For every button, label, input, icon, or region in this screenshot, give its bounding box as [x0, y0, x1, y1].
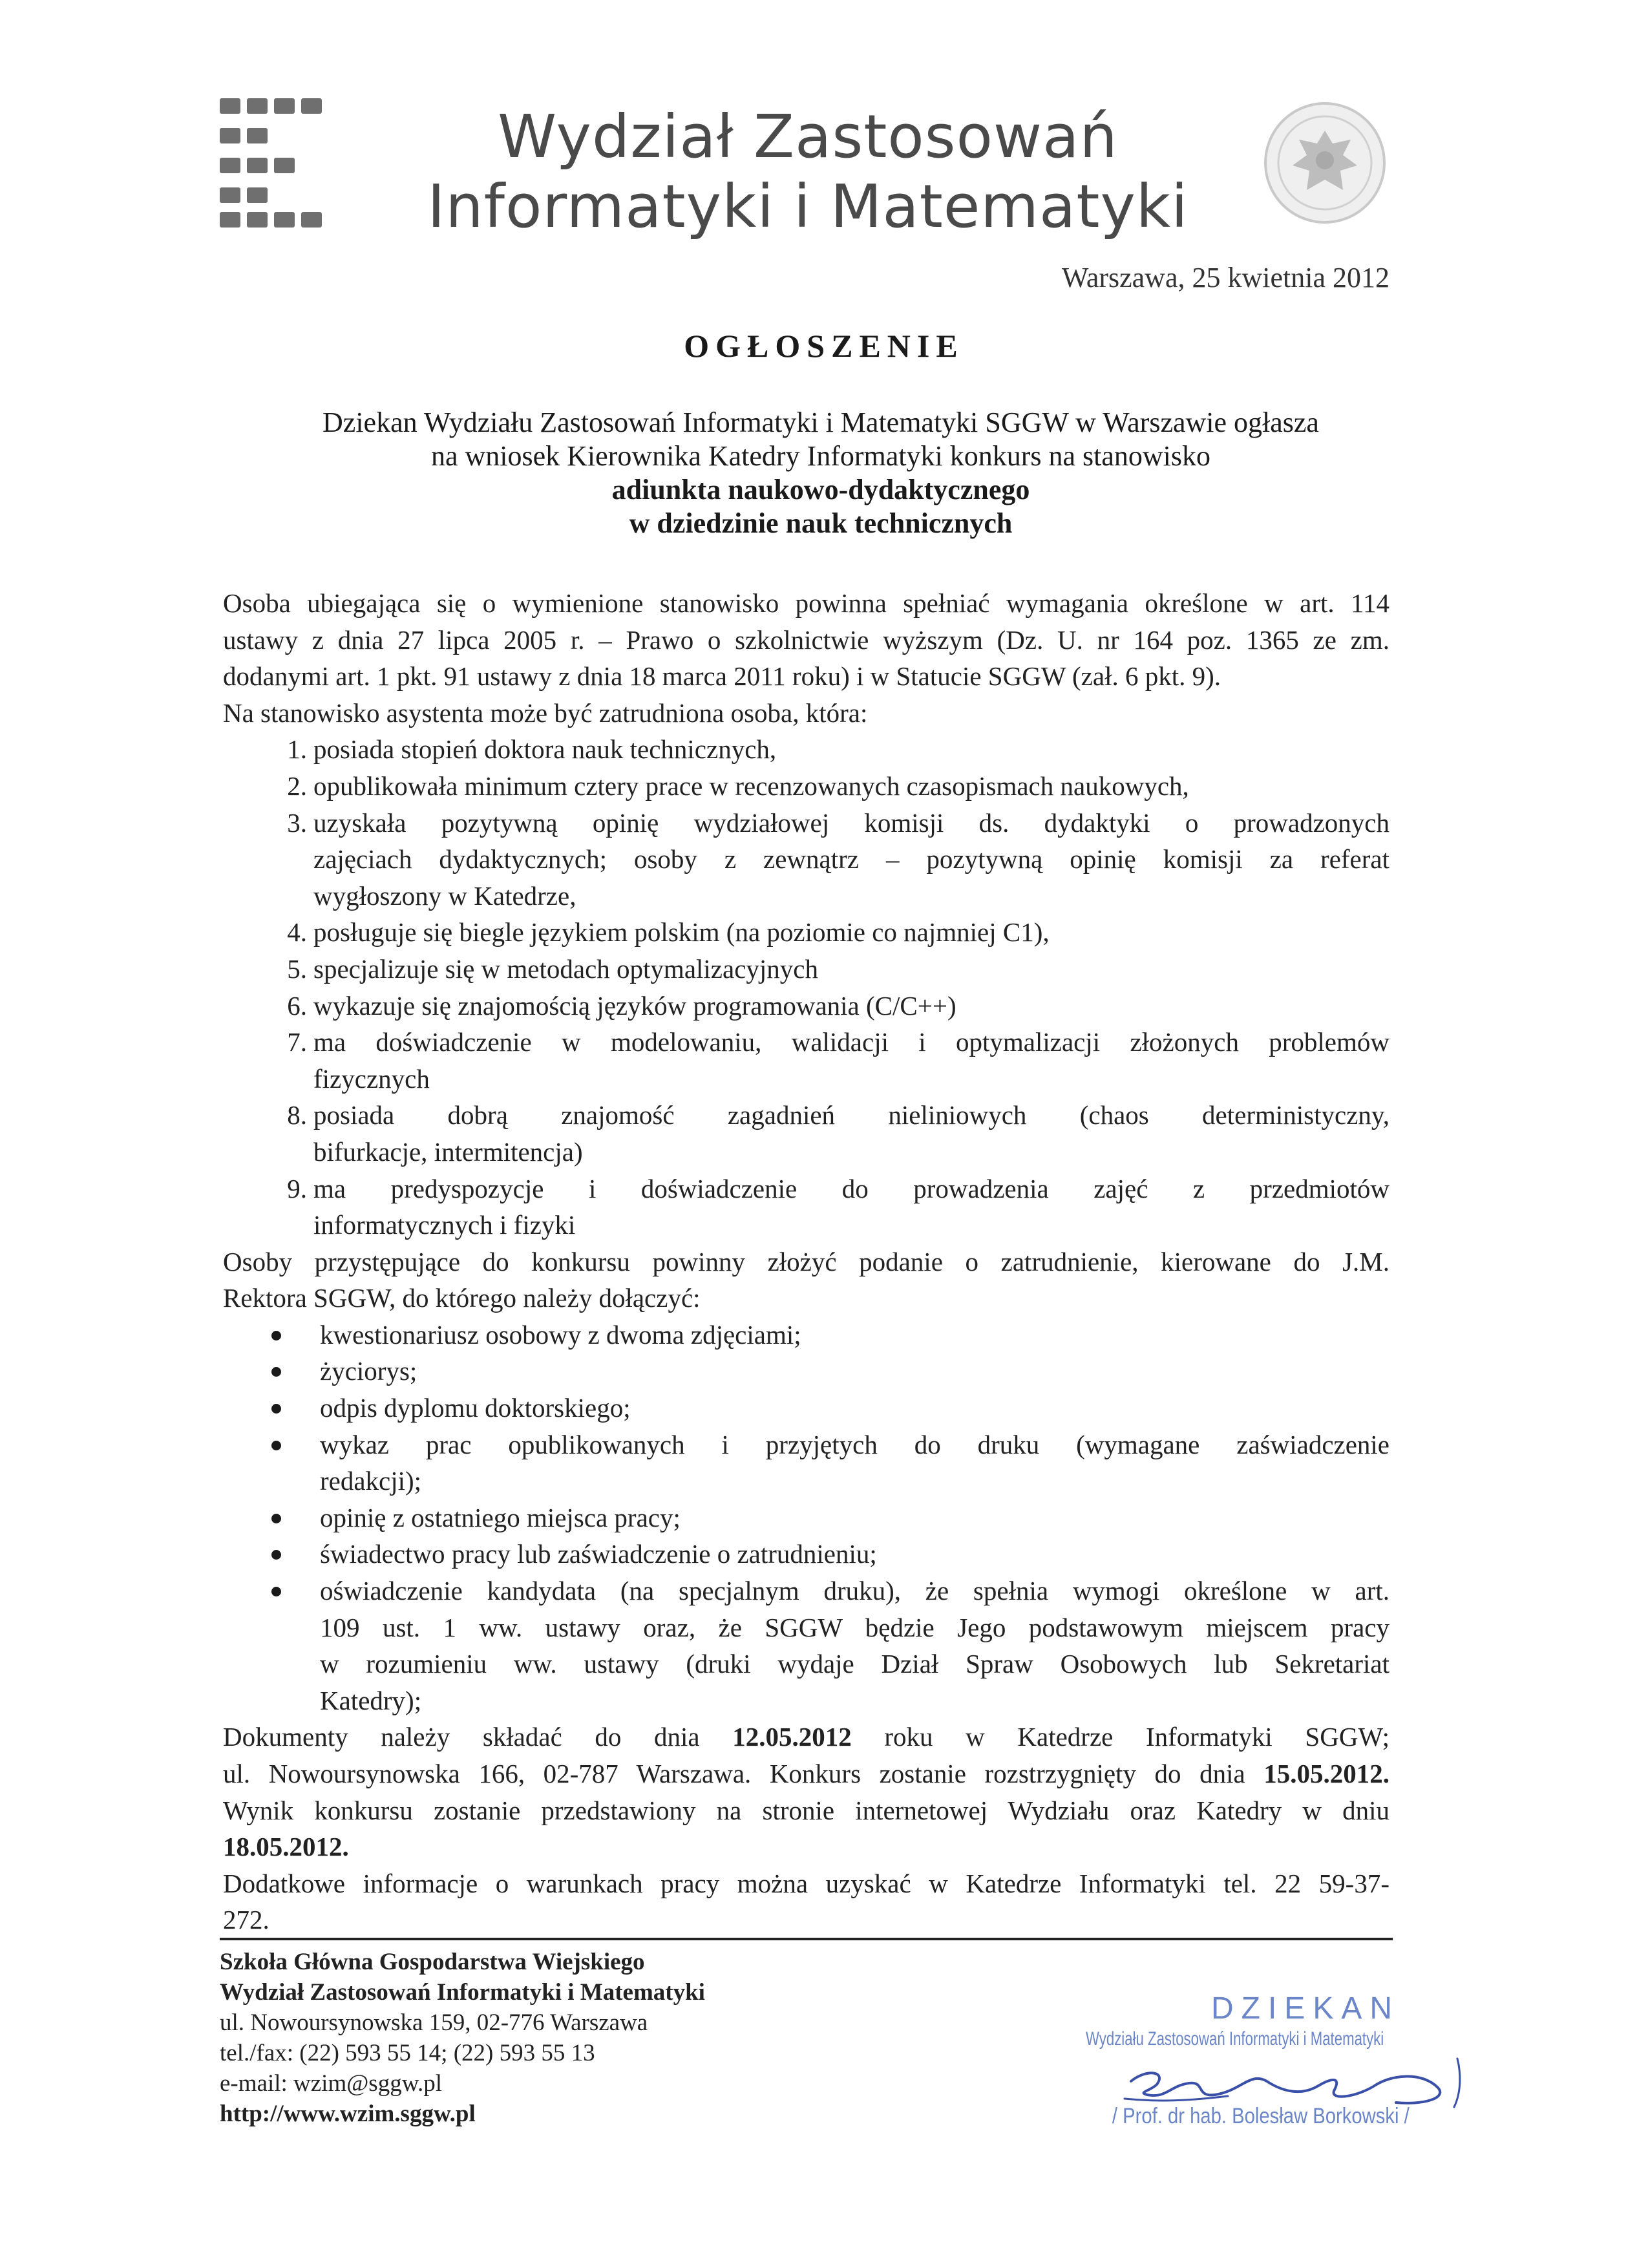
list-item-line: bifurkacje, intermitencja): [313, 1136, 583, 1167]
list-item: [223, 1390, 1389, 1426]
results-date: 18.05.2012.: [223, 1832, 349, 1862]
stamp-unit: Wydziału Zastosowań Informatyki i Matematyki: [1086, 2028, 1384, 2050]
footer-street: ul. Nowoursynowska 159, 02-776 Warszawa: [220, 2009, 648, 2036]
list-item-line: świadectwo pracy lub zaświadczenie o zatrudnieniu;: [320, 1539, 877, 1569]
list-item-line: informatycznych i fizyki: [313, 1210, 576, 1240]
bullet-icon: [271, 1587, 281, 1596]
footer-university: Szkoła Główna Gospodarstwa Wiejskiego: [220, 1949, 645, 1975]
faculty-name: [375, 102, 1241, 242]
deadline-text: Dokumenty należy składać do dnia: [223, 1722, 733, 1752]
list-item-line: opublikowała minimum cztery prace w recenzowanych czasopismach naukowych,: [313, 770, 1189, 801]
list-item-number: 6.: [287, 990, 307, 1021]
list-item: [223, 1573, 1389, 1719]
list-item-line: wykaz prac opublikowanych i przyjętych do druku (wymagane zaświadczenie: [320, 1429, 1389, 1459]
stamp-name: / Prof. dr hab. Bolesław Borkowski /: [1112, 2104, 1410, 2128]
bullet-icon: [271, 1550, 281, 1560]
bullet-icon: [271, 1441, 281, 1450]
list-item-line: kwestionariusz osobowy z dwoma zdjęciami;: [320, 1319, 801, 1350]
faculty-logo: [220, 98, 330, 228]
stamp-title: DZIEKAN: [1210, 1991, 1400, 2026]
list-item-line: fizycznych: [313, 1063, 430, 1094]
contact-line: Dodatkowe informacje o warunkach pracy można uzyskać w Katedrze Informatyki tel. 22 59-37-: [223, 1868, 1389, 1898]
list-item: [223, 1024, 1389, 1097]
list-item-line: 109 ust. 1 ww. ustawy oraz, że SGGW będzie Jego podstawowym miejscem pracy: [320, 1612, 1389, 1642]
deadline-text: roku w Katedrze Informatyki SGGW;: [851, 1722, 1390, 1752]
faculty-name-line2: Informatyki i Matematyki: [427, 172, 1188, 241]
list-item-line: wygłoszony w Katedrze,: [313, 880, 576, 911]
list-item-line: posiada stopień doktora nauk technicznych,: [313, 734, 777, 765]
requirements-paragraph-line: ustawy z dnia 27 lipca 2005 r. – Prawo o szkolnictwie wyższym (Dz. U. nr 164 poz. 1365 ze zm.: [223, 624, 1389, 655]
list-item-number: 9.: [287, 1173, 307, 1203]
bullet-icon: [271, 1331, 281, 1341]
position-field: w dziedzinie nauk technicznych: [629, 507, 1013, 539]
list-item-line: posiada dobrą znajomość zagadnień nieliniowych (chaos deterministyczny,: [313, 1100, 1389, 1130]
requirements-paragraph-line: Osoba ubiegająca się o wymienione stanowisko powinna spełniać wymagania określone w art. 114: [223, 588, 1389, 618]
list-item-line: redakcji);: [320, 1466, 422, 1496]
bullet-icon: [271, 1367, 281, 1377]
footer-address: [220, 1947, 801, 2129]
deadline-line: [223, 1719, 1389, 1755]
intro-line: Dziekan Wydziału Zastosowań Informatyki i Matematyki SGGW w Warszawie ogłasza: [322, 407, 1319, 438]
announcement-body: [223, 585, 1389, 1938]
document-title: OGŁOSZENIE: [684, 328, 964, 364]
list-item-line: odpis dyplomu doktorskiego;: [320, 1393, 631, 1423]
signature-icon: [1086, 2052, 1474, 2110]
list-item-number: 3.: [287, 807, 307, 838]
list-item-number: 1.: [287, 734, 307, 765]
deadline-line: [223, 1755, 1389, 1792]
submission-date: 12.05.2012: [732, 1722, 852, 1752]
list-item: [223, 805, 1389, 915]
requirements-lead: Na stanowisko asystenta może być zatrudniona osoba, która:: [223, 697, 868, 728]
list-item: [223, 731, 1389, 768]
list-item: [223, 768, 1389, 805]
list-item-number: 5.: [287, 953, 307, 984]
list-item-line: posługuje się biegle językiem polskim (na poziomie co najmniej C1),: [313, 917, 1050, 948]
list-item: [223, 1171, 1389, 1244]
list-item-line: oświadczenie kandydata (na specjalnym druku), że spełnia wymogi określone w art.: [320, 1576, 1389, 1606]
list-item-line: ma predyspozycje i doświadczenie do prowadzenia zajęć z przedmiotów: [313, 1173, 1389, 1203]
resolution-date: 15.05.2012.: [1263, 1759, 1389, 1788]
announcement-intro: [220, 406, 1422, 540]
list-item: [223, 951, 1389, 988]
footer-faculty: Wydział Zastosowań Informatyki i Matematyki: [220, 1979, 705, 2006]
list-item-number: 2.: [287, 770, 307, 801]
list-item-line: zajęciach dydaktycznych; osoby z zewnątrz – pozytywną opinię komisji za referat: [313, 844, 1389, 874]
list-item-line: specjalizuje się w metodach optymalizacyjnych: [313, 953, 818, 984]
list-item: [223, 1353, 1389, 1390]
contact-line: 272.: [223, 1905, 269, 1935]
documents-lead-line: Rektora SGGW, do którego należy dołączyć:: [223, 1283, 701, 1313]
bullet-icon: [271, 1514, 281, 1523]
position-title: adiunkta naukowo-dydaktycznego: [611, 474, 1030, 505]
list-item-line: w rozumieniu ww. ustawy (druki wydaje Dział Spraw Osobowych lub Sekretariat: [320, 1649, 1389, 1679]
documents-lead-line: Osoby przystępujące do konkursu powinny złożyć podanie o zatrudnienie, kierowane do J.M.: [223, 1246, 1389, 1277]
list-item-line: ma doświadczenie w modelowaniu, walidacji i optymalizacji złożonych problemów: [313, 1027, 1389, 1057]
list-item-number: 4.: [287, 917, 307, 948]
footer-website: http://www.wzim.sggw.pl: [220, 2101, 476, 2127]
list-item-line: Katedry);: [320, 1685, 422, 1715]
list-item: [223, 1317, 1389, 1353]
list-item-line: życiorys;: [320, 1356, 417, 1386]
requirements-paragraph-line: dodanymi art. 1 pkt. 91 ustawy z dnia 18 marca 2011 roku) i w Statucie SGGW (zał. 6 pkt. 9).: [223, 661, 1221, 692]
requirements-list: [223, 731, 1389, 1243]
deadline-text: ul. Nowoursynowska 166, 02-787 Warszawa. Konkurs zostanie rozstrzygnięty do dnia: [223, 1759, 1264, 1788]
list-item-number: 7.: [287, 1027, 307, 1057]
intro-line: na wniosek Kierownika Katedry Informatyki konkurs na stanowisko: [430, 440, 1211, 472]
bullet-icon: [271, 1404, 281, 1414]
documents-list: [223, 1317, 1389, 1719]
list-item: [223, 988, 1389, 1024]
list-item-number: 8.: [287, 1100, 307, 1130]
university-seal-icon: [1260, 98, 1389, 228]
footer-phone: tel./fax: (22) 593 55 14; (22) 593 55 13: [220, 2040, 595, 2066]
results-line: Wynik konkursu zostanie przedstawiony na stronie internetowej Wydziału oraz Katedry w dniu: [223, 1795, 1389, 1825]
dean-stamp: [1047, 1991, 1474, 2139]
faculty-name-line1: Wydział Zastosowań: [498, 102, 1118, 171]
list-item: [223, 1426, 1389, 1500]
list-item: [223, 1536, 1389, 1573]
list-item-line: wykazuje się znajomością języków programowania (C/C++): [313, 990, 956, 1021]
list-item: [223, 1097, 1389, 1170]
list-item-line: uzyskała pozytywną opinię wydziałowej komisji ds. dydaktyki o prowadzonych: [313, 807, 1389, 838]
list-item: [223, 914, 1389, 951]
footer-divider: [220, 1938, 1393, 1940]
footer-email: e-mail: wzim@sggw.pl: [220, 2070, 443, 2097]
list-item: [223, 1500, 1389, 1536]
list-item-line: opinię z ostatniego miejsca pracy;: [320, 1502, 681, 1532]
document-date: Warszawa, 25 kwietnia 2012: [1061, 262, 1389, 293]
